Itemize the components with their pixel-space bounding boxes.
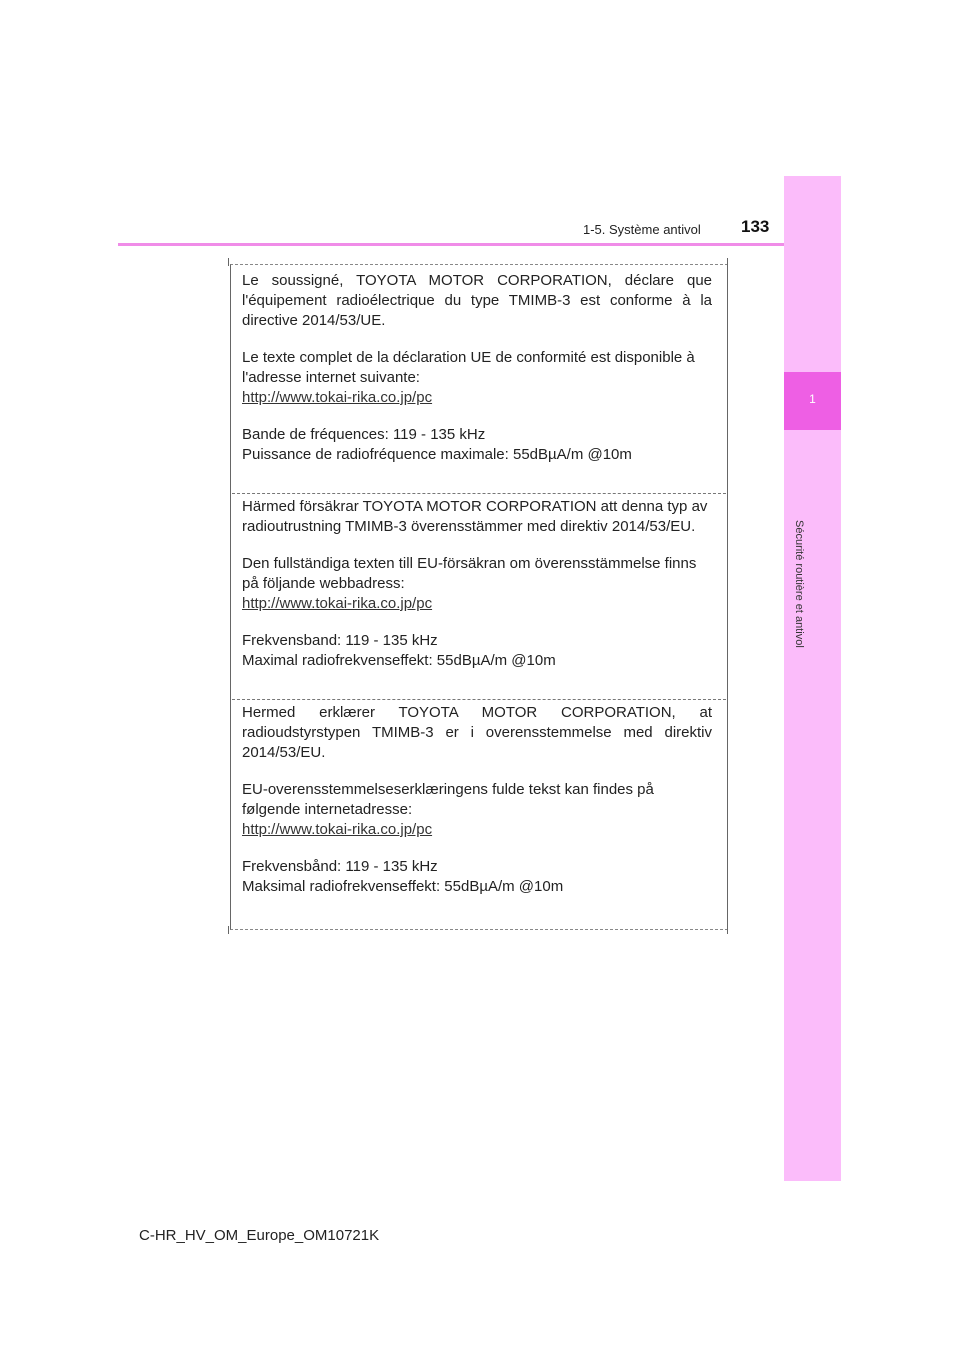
text-line: på följande webbadress: [242,575,405,592]
declaration-url-link[interactable]: http://www.tokai-rika.co.jp/pc [242,389,433,406]
chapter-side-band [784,176,841,1181]
text-line: l'adresse internet suivante: [242,369,420,386]
text-line: Le soussigné, TOYOTA MOTOR CORPORATION, déclare que [242,272,712,289]
text-line: Härmed försäkrar TOYOTA MOTOR CORPORATION att denna typ av [242,498,708,515]
corner-tick [228,926,229,934]
declaration-da [242,703,712,897]
text-line: Frekvensband: 119 - 135 kHz [242,632,438,649]
section-title: 1-5. Système antivol [583,222,701,237]
text-line: radioudstyrstypen TMIMB-3 er i overensstemmelse med direktiv [242,724,712,741]
text-line: Maximal radiofrekvenseffekt: 55dBµA/m @10m [242,652,556,669]
text-line: Frekvensbånd: 119 - 135 kHz [242,858,438,875]
corner-tick [727,258,728,266]
text-line: Den fullständiga texten till EU-försäkran om överensstämmelse finns [242,555,697,572]
section-divider [232,493,726,494]
text-line: directive 2014/53/UE. [242,312,386,329]
chapter-tab-number: 1 [809,392,816,406]
text-line: l'équipement radioélectrique du type TMIMB-3 est conforme à la [242,292,712,309]
text-line: Bande de fréquences: 119 - 135 kHz [242,426,486,443]
header-rule [118,243,784,246]
corner-tick [727,926,728,934]
section-divider [232,699,726,700]
text-line: 2014/53/EU. [242,744,326,761]
chapter-tab-label: Sécurité routière et antivol [793,520,805,648]
page-number: 133 [741,217,770,236]
declaration-url-link[interactable]: http://www.tokai-rika.co.jp/pc [242,821,433,838]
text-line: Puissance de radiofréquence maximale: 55dBµA/m @10m [242,446,632,463]
text-line: Hermed erklærer TOYOTA MOTOR CORPORATION, at [242,704,712,721]
text-line: følgende internetadresse: [242,801,413,818]
text-line: Le texte complet de la déclaration UE de conformité est disponible à [242,349,695,366]
declaration-sv [242,497,712,671]
declaration-url-link[interactable]: http://www.tokai-rika.co.jp/pc [242,595,433,612]
text-line: Maksimal radiofrekvenseffekt: 55dBµA/m @10m [242,878,564,895]
text-line: radioutrustning TMIMB-3 överensstämmer med direktiv 2014/53/EU. [242,518,696,535]
corner-tick [228,258,229,266]
document-code: C-HR_HV_OM_Europe_OM10721K [139,1227,380,1244]
text-line: EU-overensstemmelseserklæringens fulde tekst kan findes på [242,781,654,798]
declaration-fr [242,271,712,465]
